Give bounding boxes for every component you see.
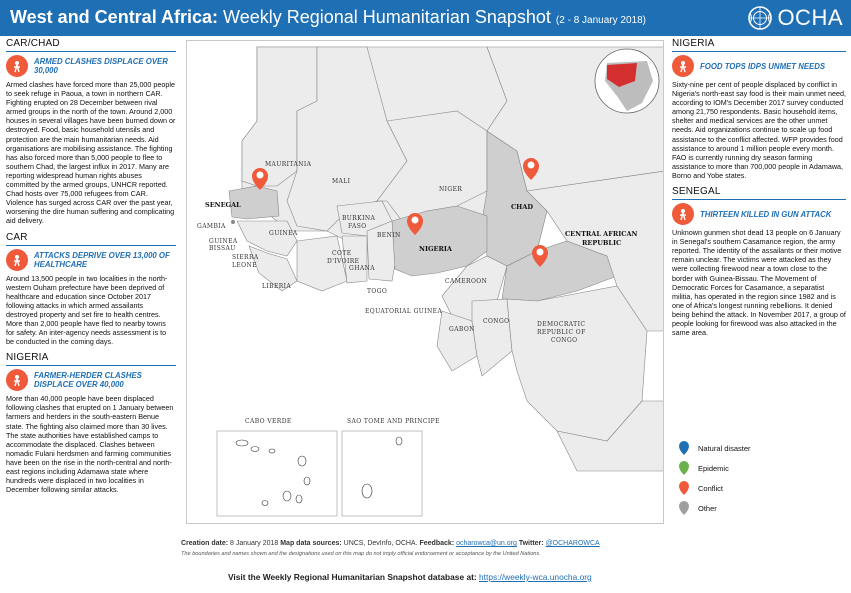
label-congo: CONGO	[483, 318, 510, 325]
other-pin-icon	[678, 500, 690, 516]
label-sierra-leone-1: SIERRA	[232, 254, 259, 261]
feedback-label: Feedback:	[419, 540, 455, 547]
label-benin: BENIN	[377, 232, 401, 239]
label-nigeria: NIGERIA	[419, 245, 452, 253]
legend-label: Conflict	[698, 483, 724, 493]
section-nigeria-left	[6, 352, 176, 494]
disclaimer: The boundaries and names shown and the designations used on this map do not imply official endorsement or acceptance by the United Nations.	[181, 551, 541, 557]
conflict-pin-icon	[672, 203, 694, 225]
label-ghana: GHANA	[349, 265, 375, 272]
label-burkina-1: BURKINA	[342, 215, 376, 222]
label-drc-2: REPUBLIC OF	[537, 329, 586, 336]
label-sao-tome: SAO TOME AND PRINCIPE	[347, 418, 440, 425]
label-eq-guinea: EQUATORIAL GUINEA	[365, 308, 443, 315]
label-togo: TOGO	[367, 288, 388, 295]
feedback-email-link[interactable]: ocharowca@un.org	[456, 540, 517, 547]
label-liberia: LIBERIA	[262, 283, 292, 290]
creation-label: Creation date:	[181, 540, 229, 547]
label-mali: MALI	[332, 178, 351, 185]
footer-credits	[181, 539, 681, 559]
label-drc-1: DEMOCRATIC	[537, 321, 586, 328]
twitter-link[interactable]: @OCHAROWCA	[545, 540, 600, 547]
conflict-pin-icon	[6, 369, 28, 391]
left-column	[6, 38, 176, 500]
label-car-1: CENTRAL AFRICAN	[565, 230, 638, 238]
label-cabo-verde: CABO VERDE	[245, 418, 292, 425]
section-body: Unknown gunmen shot dead 13 people on 6 January in Senegal's southern Casamance region, the army reported. The identity of the assailants or their motive remain unclear. The victims were attacked as they were collecting firewood near a town close to the border with Guinea-Bissau. The Movement of Democratic Forces for Casamance, a separatist militia, has operated in the region since 1982 and is one of Africa's longest running rebellions. It denied being behind the attack. In November 2017, a group of people looking for firewood was also attacked in the same area.	[672, 228, 846, 338]
legend-label: Other	[698, 503, 717, 513]
visit-text: Visit the Weekly Regional Humanitarian Snapshot database at:	[228, 572, 480, 582]
country-drc	[507, 286, 647, 441]
footer-line	[181, 539, 681, 549]
label-niger: NIGER	[439, 186, 463, 193]
section-body: Armed clashes have forced more than 25,000 people to seek refuge in Paoua, a town in northern CAR. Fighting erupted on 28 December between rival armed groups in the north of the town. Around 2,000 houses in several villages have been burned down or destroyed. Food, basic household utensils and protection are the main humanitarian needs. Aid organisations are mobilising assistance. The fighting has also forced more than 5,000 people to flee to southern Chad, the largest influx in 2017. Many are reporting widespread human rights abuses committed by the armed groups, UNHCR reported. Chad hosts over 75,000 refugees from CAR. Violence has surged across CAR over the past year, worsening the dire human suffering and complicating aid delivery.	[6, 80, 176, 226]
section-car-chad	[6, 38, 176, 226]
legend-label: Natural disaster	[698, 443, 751, 453]
conflict-pin-icon	[6, 55, 28, 77]
section-country: SENEGAL	[672, 186, 846, 200]
section-headline	[672, 203, 846, 225]
section-body: More than 40,000 people have been displaced following clashes that erupted on 1 January between farmers and herders in the south-eastern Benue state. The fighting also claimed more than 30 lives. The state authorities have established camps to accommodate the displaced. Clashes between nomadic Fulani herdsmen and farming communities have been on the rise in the north-central and north-east regions including Adamawa state where hundreds were displaced in two localities in December following similar attacks.	[6, 394, 174, 495]
map-svg	[187, 41, 664, 524]
label-car-2: REPUBLIC	[582, 239, 622, 247]
twitter-label: Twitter:	[518, 540, 544, 547]
label-chad: CHAD	[511, 203, 533, 211]
inset-cabo-verde	[217, 431, 337, 516]
epidemic-pin-icon	[678, 460, 690, 476]
headline-text: FARMER-HERDER CLASHES DISPLACE OVER 40,000	[34, 371, 142, 390]
label-guinea: GUINEA	[269, 230, 298, 237]
title-region: West and Central Africa:	[10, 7, 219, 27]
section-country: CAR/CHAD	[6, 38, 176, 52]
label-gambia: GAMBIA	[197, 223, 226, 230]
section-country: NIGERIA	[672, 38, 846, 52]
title-main: Weekly Regional Humanitarian Snapshot	[218, 7, 551, 27]
label-cote-1: COTE	[332, 250, 352, 257]
capital-dot	[231, 220, 235, 224]
country-congo	[472, 299, 512, 376]
label-burkina-2: FASO	[348, 223, 367, 230]
section-body: Around 13,500 people in two localities in the north-western Ouham prefecture have been deprived of healthcare and education since October 2017 following attacks in which armed assailants destroyed property and set fire to health centres. More than 2,000 people have fled to nearby towns for safety. An inter-agency needs assessment is to be conducted in the coming days.	[6, 273, 168, 347]
map-legend	[678, 438, 751, 518]
label-guinea-bissau-1: GUINEA	[209, 238, 238, 245]
title-dates: (2 - 8 January 2018)	[555, 15, 646, 26]
label-cote-2: D'IVOIRE	[327, 258, 360, 265]
headline-text: ARMED CLASHES DISPLACE OVER 30,000	[34, 57, 168, 75]
legend-label: Epidemic	[698, 463, 729, 473]
section-country: CAR	[6, 232, 176, 246]
headline-text: ATTACKS DEPRIVE OVER 13,000 OF HEALTHCARE	[34, 250, 170, 269]
label-mauritania: MAURITANIA	[265, 161, 312, 168]
section-headline	[672, 55, 846, 77]
ocha-logo[interactable]	[747, 5, 843, 31]
section-headline	[6, 55, 176, 77]
conflict-pin-icon	[678, 480, 690, 496]
right-column	[672, 38, 846, 343]
conflict-pin-icon	[672, 55, 694, 77]
section-country: NIGERIA	[6, 352, 176, 366]
regional-map[interactable]	[186, 40, 664, 524]
label-senegal: SENEGAL	[205, 201, 241, 209]
un-emblem-icon	[747, 5, 773, 31]
legend-item-conflict	[678, 478, 751, 498]
conflict-pin-icon	[6, 249, 28, 271]
section-car	[6, 232, 176, 347]
sources-label: Map data sources:	[280, 540, 342, 547]
section-senegal	[672, 186, 846, 337]
section-body: Sixty-nine per cent of people displaced by conflict in Nigeria's north-east say food is their main unmet need, according to IOM's December 2017 survey conducted among 21,750 respondents. Basic household items, shelter and medical services are the other unmet needs. Aid organizations continue to scale up food assistance to the conflict affected. WFP provides food assistance to around 1 million people every month. FAO is currently running dry season farming assistance to more than 700,000 people in Adamawa, Borno and Yobe states.	[672, 80, 846, 180]
inset-africa-map	[595, 49, 659, 113]
label-guinea-bissau-2: BISSAU	[209, 245, 236, 252]
inset-sao-tome	[342, 431, 422, 516]
natural-disaster-pin-icon	[678, 440, 690, 456]
page-title	[10, 7, 646, 28]
header-bar	[0, 0, 851, 36]
visit-line	[228, 572, 592, 582]
label-sierra-leone-2: LEONE	[232, 262, 257, 269]
legend-item-other	[678, 498, 751, 518]
sources-value: UNCS, DevInfo, OCHA.	[341, 540, 418, 547]
legend-item-natural-disaster	[678, 438, 751, 458]
creation-value: 8 January 2018	[228, 540, 279, 547]
label-gabon: GABON	[449, 326, 475, 333]
logo-text: OCHA	[777, 5, 843, 30]
country-guinea	[237, 221, 297, 256]
headline-text: FOOD TOPS IDPS UNMET NEEDS	[700, 61, 826, 71]
section-headline	[6, 369, 176, 391]
section-nigeria-right	[672, 38, 846, 180]
label-cameroon: CAMEROON	[445, 278, 488, 285]
headline-text: THIRTEEN KILLED IN GUN ATTACK	[700, 209, 832, 219]
section-headline	[6, 249, 176, 271]
database-link[interactable]: https://weekly-wca.unocha.org	[479, 572, 592, 582]
label-drc-3: CONGO	[551, 337, 578, 344]
legend-item-epidemic	[678, 458, 751, 478]
